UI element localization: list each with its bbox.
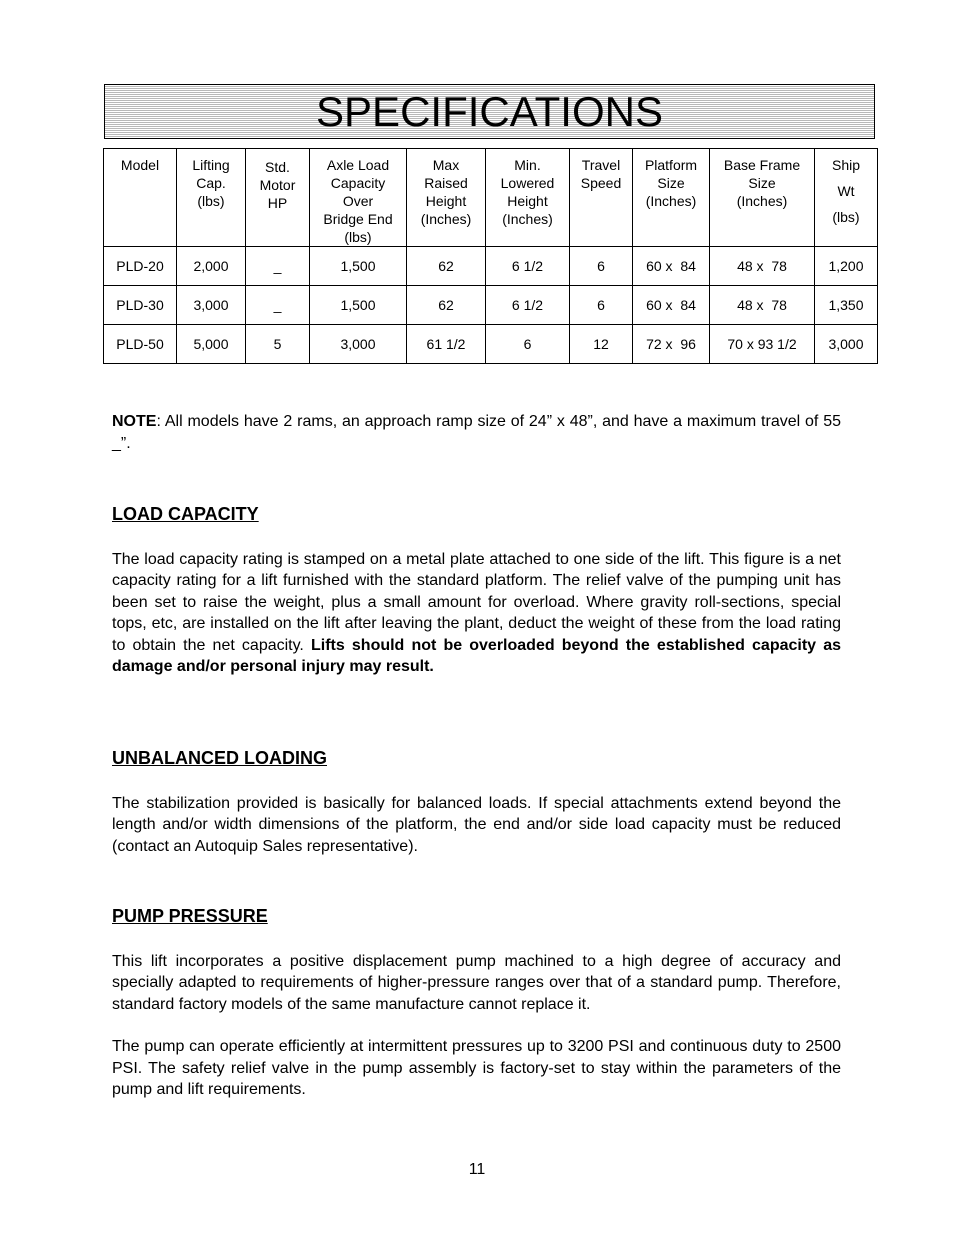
table-header-line: Capacity bbox=[330, 175, 386, 191]
note-text: : All models have 2 rams, an approach ramp size of 24” x 48”, and have a maximum travel of 55 _”. bbox=[112, 413, 841, 452]
table-header-line: Ship bbox=[831, 157, 861, 173]
table-cell: 60 x 84 bbox=[633, 247, 710, 286]
table-cell: 5,000 bbox=[177, 325, 246, 364]
table-cell: 6 1/2 bbox=[486, 247, 570, 286]
table-cell: 48 x 78 bbox=[710, 247, 815, 286]
specifications-table bbox=[103, 148, 878, 364]
table-header-cell bbox=[486, 149, 570, 247]
table-header-line: Raised bbox=[424, 175, 468, 191]
table-cell: 62 bbox=[407, 286, 486, 325]
table-header-line: Lifting bbox=[192, 157, 230, 173]
table-header-line: Travel bbox=[581, 157, 621, 173]
table-cell: 72 x 96 bbox=[633, 325, 710, 364]
table-header-line: (Inches) bbox=[736, 193, 788, 209]
table-cell: PLD-20 bbox=[104, 247, 177, 286]
note-section bbox=[112, 411, 841, 454]
table-cell: 62 bbox=[407, 247, 486, 286]
table-header-line: (lbs) bbox=[344, 229, 372, 245]
table-cell: 2,000 bbox=[177, 247, 246, 286]
table-cell: 3,000 bbox=[815, 325, 878, 364]
table-cell: 6 bbox=[570, 247, 633, 286]
table-cell: 1,500 bbox=[310, 286, 407, 325]
table-cell: 60 x 84 bbox=[633, 286, 710, 325]
table-cell: 1,200 bbox=[815, 247, 878, 286]
pump-pressure-heading: PUMP PRESSURE bbox=[112, 906, 268, 926]
unbalanced-loading-text: The stabilization provided is basically for balanced loads. If special attachments extend beyond the length and/or width dimensions of the platform, the end and/or side load capacity must be reduced (contact an Autoquip Sales representative). bbox=[112, 794, 841, 855]
table-header-line: (Inches) bbox=[502, 211, 553, 227]
table-header-line: Height bbox=[507, 193, 548, 209]
table-cell: 3,000 bbox=[310, 325, 407, 364]
table-header-line: Wt bbox=[837, 183, 855, 199]
table-header-line: Max bbox=[432, 157, 460, 173]
load-capacity-warning: Lifts should not be overloaded beyond the established capacity as damage and/or personal injury may result. bbox=[112, 636, 841, 675]
table-header-row bbox=[104, 149, 878, 247]
table-header-line: Platform bbox=[644, 157, 698, 173]
table-header-cell bbox=[104, 149, 177, 247]
table-cell: 5 bbox=[246, 325, 310, 364]
table-cell: 61 1/2 bbox=[407, 325, 486, 364]
table-header-cell bbox=[246, 149, 310, 247]
table-header-line: Motor bbox=[259, 177, 296, 193]
table-cell: _ bbox=[246, 286, 310, 325]
load-capacity-section bbox=[112, 504, 841, 678]
table-header-line: Bridge End bbox=[323, 211, 393, 227]
table-header-line: Height bbox=[425, 193, 467, 209]
table-cell: 6 bbox=[570, 286, 633, 325]
pump-pressure-section bbox=[112, 906, 841, 1101]
table-header-line: Axle Load bbox=[326, 157, 390, 173]
table-header-line: Over bbox=[342, 193, 374, 209]
table-header-line: (Inches) bbox=[420, 211, 472, 227]
table-cell: 1,350 bbox=[815, 286, 878, 325]
table-header-cell bbox=[407, 149, 486, 247]
pump-pressure-paragraph-1: This lift incorporates a positive displacement pump machined to a high degree of accuracy and specially adapted to requirements of higher-pressure ranges over that of a standard pump. Therefore, standard factory models of the same manufacture cannot replace it. bbox=[112, 952, 841, 1013]
table-cell: 1,500 bbox=[310, 247, 407, 286]
table-header-cell bbox=[310, 149, 407, 247]
specifications-title-bar bbox=[104, 84, 875, 139]
table-header-cell bbox=[633, 149, 710, 247]
unbalanced-loading-section bbox=[112, 748, 841, 857]
table-header-line: Std. bbox=[265, 159, 290, 175]
table-cell: 6 bbox=[486, 325, 570, 364]
table-header-line: HP bbox=[267, 195, 288, 211]
table-row bbox=[104, 286, 878, 325]
table-cell: PLD-30 bbox=[104, 286, 177, 325]
table-header-line: Model bbox=[120, 157, 160, 173]
table-cell: PLD-50 bbox=[104, 325, 177, 364]
table-row bbox=[104, 247, 878, 286]
table-header-cell bbox=[710, 149, 815, 247]
table-header-line: (Inches) bbox=[645, 193, 697, 209]
table-cell: 70 x 93 1/2 bbox=[710, 325, 815, 364]
table-header-line: Size bbox=[748, 175, 776, 191]
table-header-line: Min. bbox=[514, 157, 541, 173]
table-header-line: Speed bbox=[580, 175, 622, 191]
page-number: 11 bbox=[468, 1161, 486, 1178]
note-label: NOTE bbox=[112, 413, 157, 430]
load-capacity-heading: LOAD CAPACITY bbox=[112, 504, 259, 524]
table-header-line: Size bbox=[657, 175, 685, 191]
table-cell: _ bbox=[246, 247, 310, 286]
table-cell: 12 bbox=[570, 325, 633, 364]
table-header-line: (lbs) bbox=[197, 193, 225, 209]
table-row bbox=[104, 325, 878, 364]
page-title: SPECIFICATIONS bbox=[316, 87, 663, 135]
table-header-line: (lbs) bbox=[832, 209, 860, 225]
table-header-line: Cap. bbox=[196, 175, 226, 191]
load-capacity-text: The load capacity rating is stamped on a metal plate attached to one side of the lift. This figure is a net capacity rating for a lift furnished with the standard platform. The relief valve of the pumping unit has been set to raise the weight, plus a small amount for overload. Where gravity roll-sections, special tops, etc, are installed on the lift after leaving the plant, deduct the weight of these from the load rating to obtain the net capacity. bbox=[112, 550, 841, 654]
table-header-line: Base Frame bbox=[723, 157, 801, 173]
table-header-cell bbox=[815, 149, 878, 247]
unbalanced-loading-heading: UNBALANCED LOADING bbox=[112, 748, 327, 768]
table-cell: 6 1/2 bbox=[486, 286, 570, 325]
table-cell: 3,000 bbox=[177, 286, 246, 325]
pump-pressure-paragraph-2: The pump can operate efficiently at intermittent pressures up to 3200 PSI and continuous duty to 2500 PSI. The safety relief valve in the pump assembly is factory-set to stay within the parameters of the pump and lift requirements. bbox=[112, 1038, 841, 1098]
table-cell: 48 x 78 bbox=[710, 286, 815, 325]
table-header-cell bbox=[570, 149, 633, 247]
table-header-line: Lowered bbox=[500, 175, 555, 191]
table-header-cell bbox=[177, 149, 246, 247]
